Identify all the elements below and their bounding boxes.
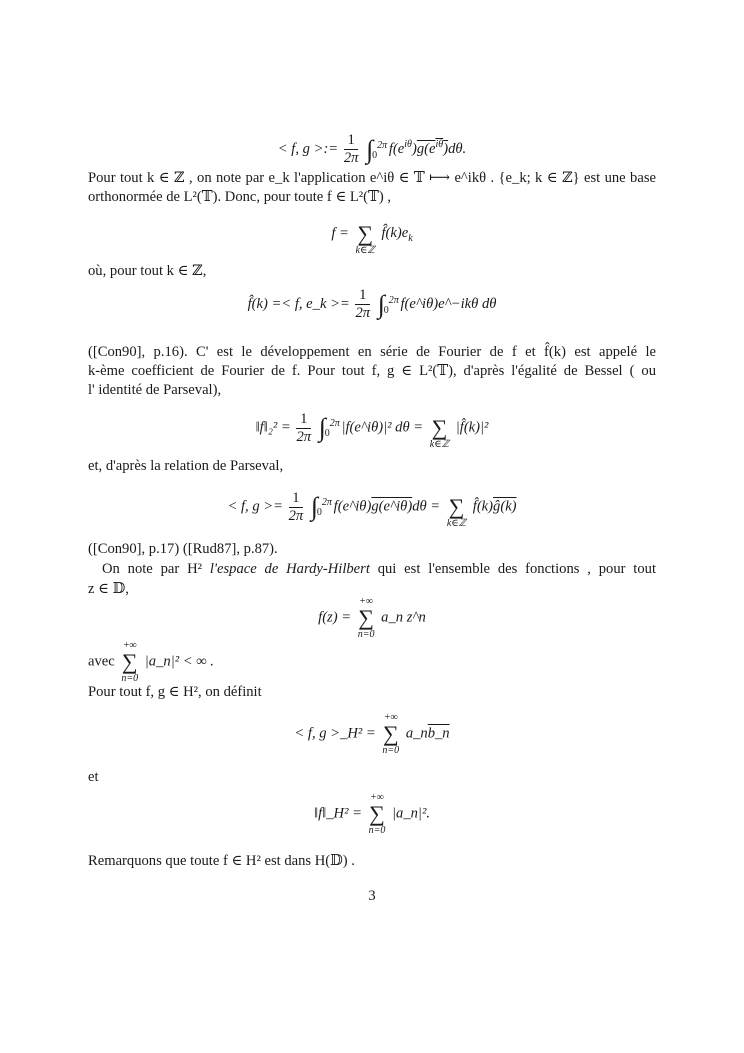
paragraph-line: Pour tout f, g ∈ H², on définit xyxy=(88,684,262,700)
sum-index: n=0 xyxy=(357,629,375,640)
integrand: f(e^iθ)e^−ikθ dθ xyxy=(400,295,497,312)
integral: ∫ 2π 0 xyxy=(366,135,373,165)
sum-upper: +∞ xyxy=(359,596,374,607)
upper-limit: 2π xyxy=(377,139,388,151)
paragraph-line: et xyxy=(88,769,99,785)
paragraph-line: z ∈ 𝔻, xyxy=(88,581,129,597)
integrand: |f(e^iθ)|² dθ = xyxy=(341,419,424,436)
sum-upper: +∞ xyxy=(122,640,137,651)
integrand xyxy=(388,138,467,157)
numerator: 1 xyxy=(289,490,304,508)
equation-power-series: f(z) = +∞ ∑ n=0 a_n z^n xyxy=(318,596,426,640)
emphasis: l'espace de Hardy-Hilbert xyxy=(209,561,370,577)
sum-index: k∈ℤ xyxy=(446,518,467,529)
paragraph-line: Remarquons que toute f ∈ H² est dans H(𝔻) . xyxy=(88,853,355,869)
paragraph-line: orthonormée de L²(𝕋). Donc, pour toute f ∈ L²(𝕋) , xyxy=(88,189,392,205)
equation-fourier-coefficient: f̂(k) =< f, e_k >= $\frac{1}{2\pi}$ ∫ 2π 0 f(e^iθ)e^−ikθ dθ xyxy=(88,287,656,322)
subscript: k xyxy=(408,233,413,245)
integrand-part: ) xyxy=(411,140,417,157)
eq-lhs: ‖f‖₂² = xyxy=(255,419,291,436)
paragraph-line: ([Con90], p.17) ([Rud87], p.87). xyxy=(88,541,278,557)
paragraph-line: l' identité de Parseval), xyxy=(88,382,222,398)
sum-index: k∈ℤ xyxy=(429,439,450,450)
lower-limit: 0 xyxy=(324,428,330,439)
page-number: 3 xyxy=(368,888,376,904)
fraction xyxy=(344,132,359,167)
upper-limit: 2π xyxy=(329,418,340,429)
numerator: 1 xyxy=(296,411,311,429)
equation-fourier-series xyxy=(88,212,656,256)
equation-bessel: ‖f‖₂² = $\frac{1}{2\pi}$ ∫ 2π 0 |f(e^iθ)|² dθ = ∑ k∈ℤ |f̂(k)|² xyxy=(255,410,489,450)
sum-body: a_n z^n xyxy=(381,609,426,626)
eq-lhs: ‖f‖_H² = xyxy=(314,805,362,822)
eq-rhs: |f̂(k)|² xyxy=(455,419,489,436)
exponent: iθ xyxy=(404,138,412,150)
sum-upper: +∞ xyxy=(383,712,398,723)
eq-lhs: f(z) = xyxy=(318,609,352,626)
sum: ∑ k∈ℤ xyxy=(355,221,375,256)
numerator: 1 xyxy=(344,132,359,150)
paragraph-line: ([Con90], p.16). C' est le développement en série de Fourier de f et f̂(k) est appelé le xyxy=(88,344,656,360)
integrand-part: f(e xyxy=(388,140,405,157)
lower-limit: 0 xyxy=(383,304,389,316)
equation-inner-product xyxy=(88,132,656,167)
eq-lhs: f̂(k) =< f, e_k >= xyxy=(247,295,350,312)
differential: dθ = xyxy=(412,498,441,515)
text: On note par H² xyxy=(102,561,210,577)
integrand: f(e^iθ) xyxy=(333,498,372,515)
paragraph-line: et, d'après la relation de Parseval, xyxy=(88,458,284,474)
text: avec xyxy=(88,653,115,670)
conjugate-end: ) xyxy=(443,140,449,157)
sum-body: |a_n|². xyxy=(392,805,430,822)
sum-body: |a_n|² < ∞ . xyxy=(144,653,214,670)
paragraph-line: où, pour tout k ∈ ℤ, xyxy=(88,263,207,279)
exponent: iθ xyxy=(435,138,444,150)
upper-limit: 2π xyxy=(388,294,399,306)
conjugate: b_n xyxy=(427,725,450,742)
equation-h2-norm: ‖f‖_H² = +∞ ∑ n=0 |a_n|². xyxy=(314,792,430,836)
paragraph-line xyxy=(88,560,656,579)
equation-h2-inner-product: < f, g >_H² = +∞ ∑ n=0 a_nb_n xyxy=(294,712,450,756)
equation-parseval: < f, g >= $\frac{1}{2\pi}$ ∫ 2π 0 f(e^iθ)g(e^iθ)dθ = ∑ k∈ℤ f̂(k)ĝ(k) xyxy=(227,489,517,529)
paragraph-line: Pour tout k ∈ ℤ , on note par e_k l'application e^iθ ∈ 𝕋 ⟼ e^ikθ . {e_k; k ∈ ℤ} est une base xyxy=(88,170,656,186)
eq-rhs: f̂(k) xyxy=(472,498,494,515)
sum-index: k∈ℤ xyxy=(355,245,375,256)
text: qui est l'ensemble des fonctions , pour tout xyxy=(369,561,657,577)
sum-index: n=0 xyxy=(121,673,139,684)
sum-body: f̂(k)e xyxy=(381,225,409,242)
paragraph-line: avec +∞ ∑ n=0 |a_n|² < ∞ . xyxy=(88,640,214,684)
sum-index: n=0 xyxy=(368,825,386,836)
conjugate: g(e xyxy=(416,140,436,157)
paragraph-line: k-ème coefficient de Fourier de f. Pour tout f, g ∈ L²(𝕋), d'après l'égalité de Bessel ( ou xyxy=(88,363,656,379)
differential: dθ. xyxy=(448,140,467,157)
sum-body: a_n xyxy=(405,725,428,742)
denominator: 2π xyxy=(343,150,359,166)
eq-lhs: f = xyxy=(331,225,349,242)
sum-upper: +∞ xyxy=(370,792,384,803)
denominator: 2π xyxy=(296,428,312,445)
numerator: 1 xyxy=(355,287,370,305)
sum-index: n=0 xyxy=(382,745,400,756)
conjugate: ĝ(k) xyxy=(493,498,517,515)
denominator: 2π xyxy=(288,507,304,524)
eq-lhs: < f, g >= xyxy=(227,498,283,515)
eq-lhs: < f, g >_H² = xyxy=(294,725,376,742)
denominator: 2π xyxy=(355,305,371,321)
lower-limit: 0 xyxy=(372,149,378,161)
lower-limit: 0 xyxy=(316,507,322,518)
conjugate: g(e^iθ) xyxy=(371,498,413,515)
eq-lhs: < f, g >:= xyxy=(277,140,339,157)
upper-limit: 2π xyxy=(321,497,332,508)
